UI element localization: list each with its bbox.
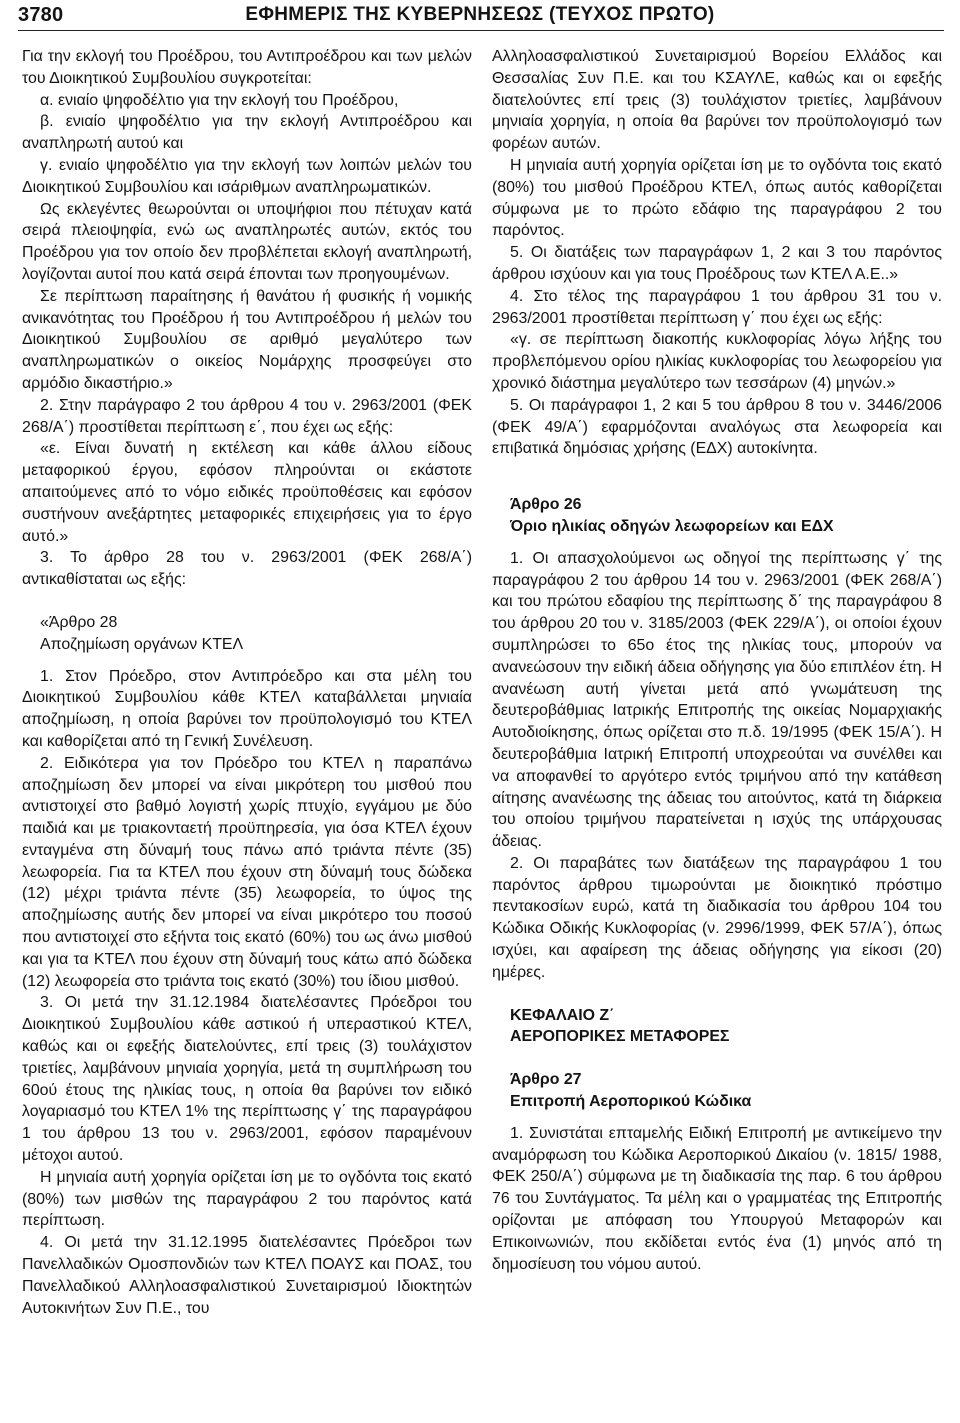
article-heading: Άρθρο 27 [510, 1071, 582, 1089]
paragraph: 5. Οι παράγραφοι 1, 2 και 5 του άρθρου 8 του ν. 3446/2006 (ΦΕΚ 49/Α΄) εφαρμόζονται αναλόγως στα λεωφορεία και επιβατικά δημόσιας χρήσης (ΕΔΧ) αυτοκίνητα. [492, 396, 942, 458]
page-number: 3780 [18, 4, 64, 26]
paragraph: 3. Το άρθρο 28 του ν. 2963/2001 (ΦΕΚ 268/Α΄) αντικαθίσταται ως εξής: [22, 549, 472, 589]
paragraph: Η μηνιαία αυτή χορηγία ορίζεται ίση με το ογδόντα τοις εκατό (80%) των μισθών της παραγράφου 2 του παρόντος κατά περίπτωση. [22, 1168, 472, 1230]
paragraph: Ως εκλεγέντες θεωρούνται οι υποψήφιοι που πέτυχαν κατά σειρά πλειοψηφία, ενώ ως αναπληρωτές αυτών, εκτός του Προέδρου για τον οποίο δεν προβλέπεται εκλογή αναπληρωτή, λογίζονται αυτοί που κατά σειρά έπονται των προηγουμένων. [22, 200, 472, 283]
left-column [22, 46, 472, 1319]
chapter-heading: ΚΕΦΑΛΑΙΟ Ζ΄ [510, 1006, 615, 1024]
list-item-c: γ. ενιαίο ψηφοδέλτιο για την εκλογή των λοιπών μελών του Διοικητικού Συμβουλίου και ισάριθμων αναπληρωματικών. [22, 156, 472, 196]
paragraph: 1. Συνιστάται επταμελής Ειδική Επιτροπή με αντικείμενο την αναμόρφωση του Κώδικα Αεροπορικού Δικαίου (ν. 1815/ 1988, ΦΕΚ 250/Α΄) σύμφωνα με τη διαδικασία της παρ. 6 του άρθρου 76 του Συντάγματος. Τα μέλη και ο γραμματέας της Επιτροπής ορίζονται με απόφαση του Υπουργού Μεταφορών και Επικοινωνιών, που εκδίδεται εντός ένα (1) μηνός από τη δημοσίευση του νόμου αυτού. [492, 1124, 942, 1273]
gazette-title: ΕΦΗΜΕΡΙΣ ΤΗΣ ΚΥΒΕΡΝΗΣΕΩΣ (ΤΕΥΧΟΣ ΠΡΩΤΟ) [245, 4, 715, 25]
paragraph: 2. Οι παραβάτες των διατάξεων της παραγράφου 1 του παρόντος άρθρου τιμωρούνται με διοικητικό πρόστιμο πεντακοσίων ευρώ, κατά τη διαδικασία του άρθρου 104 του Κώδικα Οδικής Κυκλοφορίας (ν. 2996/1999, ΦΕΚ 57/Α΄), όπως ισχύει, και αφαίρεση της άδειας οδήγησης για είκοσι (20) ημέρες. [492, 854, 942, 981]
paragraph: 2. Ειδικότερα για τον Πρόεδρο του ΚΤΕΛ η παραπάνω αποζημίωση δεν μπορεί να είναι μικρότερη του μισθού που αντιστοιχεί στο βαθμό λογιστή χωρίς πτυχίο, εγγάμου με δύο παιδιά και με τριακονταετή προϋπηρεσία, για όσα ΚΤΕΛ έχουν ενταγμένα στη δύναμή τους πάνω από τριάντα πέντε (35) λεωφορεία. Για τα ΚΤΕΛ που έχουν στη δύναμή τους δώδεκα (12) μέχρι τριάντα πέντε (35) λεωφορεία, το ύψος της αποζημίωσης αυτής δεν μπορεί να είναι μικρότερο του ποσού που αντιστοιχεί στο εξήντα τοις εκατό (60%) του ως άνω μισθού και για τα ΚΤΕΛ που έχουν στη δύναμή τους κάτω από δώδεκα (12) λεωφορεία στο τριάντα τοις εκατό (30%) του ίδιου μισθού. [22, 754, 472, 990]
list-item-b: β. ενιαίο ψηφοδέλτιο για την εκλογή Αντιπροέδρου και αναπληρωτή αυτού και [22, 113, 472, 153]
paragraph: 4. Στο τέλος της παραγράφου 1 του άρθρου 31 του ν. 2963/2001 προστίθεται περίπτωση γ΄ που έχει ως εξής: [492, 287, 942, 327]
article-title: Επιτροπή Αεροπορικού Κώδικα [510, 1093, 752, 1111]
paragraph-continued: Αλληλοασφαλιστικού Συνεταιρισμού Βορείου Ελλάδος και Θεσσαλίας Συν Π.Ε. και του ΚΣΑΥΛΕ, καθώς και οι εφεξής διατελούντες επί τρεις (3) τουλάχιστον τριετίες, λαμβάνουν μηνιαία χορηγία, η οποία θα βαρύνει τον προϋπολογισμό των φορέων αυτών. [492, 48, 942, 153]
article-heading: «Άρθρο 28 [40, 613, 118, 631]
article-title: Αποζημίωση οργάνων ΚΤΕΛ [40, 635, 244, 653]
article-heading: Άρθρο 26 [510, 496, 582, 514]
paragraph: «ε. Είναι δυνατή η εκτέλεση και κάθε άλλου είδους μεταφορικού έργου, εφόσον πληρούνται οι εκάστοτε απαιτούμενες από το νόμο ειδικές προϋποθέσεις και εφόσον συστήνουν ανεξάρτητες μεταφορικές επιχειρήσεις για το έργο αυτό.» [22, 440, 472, 545]
paragraph: 3. Οι μετά την 31.12.1984 διατελέσαντες Πρόεδροι του Διοικητικού Συμβουλίου κάθε αστικού ή υπεραστικού ΚΤΕΛ, καθώς και οι εφεξής διατελούντες, επί τρεις (3) τουλάχιστον τριετίες, λαμβάνουν μηνιαία χορηγία, μετά τη συμπλήρωση του 60ού έτους της ηλικίας τους, η οποία θα βαρύνει τον ειδικό λογαριασμό του ΚΤΕΛ 1% της περίπτωσης γ΄ της παραγράφου 1 του άρθρου 13 του ν. 2963/2001, εφόσον παραμένουν μέτοχοι αυτού. [22, 994, 472, 1165]
paragraph: 1. Στον Πρόεδρο, στον Αντιπρόεδρο και στα μέλη του Διοικητικού Συμβουλίου κάθε ΚΤΕΛ καταβάλλεται μηνιαία αποζημίωση, η οποία βαρύνει τον προϋπολογισμό του ΚΤΕΛ και καθορίζεται από τη Γενική Συνέλευση. [22, 667, 472, 750]
page-header [0, 0, 960, 34]
intro-paragraph: Για την εκλογή του Προέδρου, του Αντιπροέδρου και των μελών του Διοικητικού Συμβουλίου συγκροτείται: [22, 48, 472, 87]
right-column [492, 46, 942, 1275]
paragraph: 2. Στην παράγραφο 2 του άρθρου 4 του ν. 2963/2001 (ΦΕΚ 268/Α΄) προστίθεται περίπτωση ε΄, που έχει ως εξής: [22, 396, 472, 436]
paragraph: Η μηνιαία αυτή χορηγία ορίζεται ίση με το ογδόντα τοις εκατό (80%) του μισθού Προέδρου ΚΤΕΛ, όπως αυτός καθορίζεται σύμφωνα με το πρώτο εδάφιο της παραγράφου 2 του παρόντος. [492, 156, 942, 240]
paragraph: 1. Οι απασχολούμενοι ως οδηγοί της περίπτωσης γ΄ της παραγράφου 2 του άρθρου 14 του ν. 2963/2001 (ΦΕΚ 268/Α΄) και του πρώτου εδαφίου της περίπτωσης δ΄ της παραγράφου 8 του άρθρου 20 του ν. 3185/2003 (ΦΕΚ 229/Α΄), οι οποίοι έχουν συμπληρώσει το 65ο έτος της ηλικίας τους, μπορούν να ανανεώσουν την ειδική άδεια οδήγησης για δύο επιπλέον έτη. Η ανανέωση αυτή γίνεται μετά από γνωμάτευση της δευτεροβάθμιας Ιατρικής Επιτροπής της οικείας Νομαρχιακής Αυτοδιοίκησης, όπως ορίζεται στο π.δ. 19/1995 (ΦΕΚ 15/Α΄). Η δευτεροβάθμια Ιατρική Επιτροπή υποχρεούται να συνέλθει και να αποφανθεί το αργότερο εντός τριμήνου από την κατάθεση αίτησης ανανέωσης της άδειας του αιτούντος, κατά τη διάρκεια του οποίου τριμήνου παρατείνεται η ισχύς της υπάρχουσας άδειας. [492, 549, 942, 851]
paragraph: «γ. σε περίπτωση διακοπής κυκλοφορίας λόγω λήξης του προβλεπόμενου ορίου ηλικίας κυκλοφορίας του λεωφορείου για χρονικό διάστημα μεγαλύτερο των τεσσάρων (4) μηνών.» [492, 331, 942, 392]
paragraph: 5. Οι διατάξεις των παραγράφων 1, 2 και 3 του παρόντος άρθρου ισχύουν και για τους Προέδρους των ΚΤΕΛ Α.Ε..» [492, 244, 942, 283]
paragraph: 4. Οι μετά την 31.12.1995 διατελέσαντες Πρόεδροι των Πανελλαδικών Ομοσπονδιών των ΚΤΕΛ ΠΟΑΥΣ και ΠΟΑΣ, του Πανελλαδικού Αλληλοασφαλιστικού Συνεταιρισμού Ιδιοκτητών Αυτοκινήτων Συν Π.Ε., του [22, 1234, 472, 1317]
header-divider [18, 30, 944, 31]
list-item-a: α. ενιαίο ψηφοδέλτιο για την εκλογή του Προέδρου, [40, 91, 399, 109]
paragraph: Σε περίπτωση παραίτησης ή θανάτου ή φυσικής ή νομικής ανικανότητας του Προέδρου ή του Αντιπροέδρου ή μελών του Διοικητικού Συμβουλίου σε αριθμό μεγαλύτερο των αναπληρωματικών ο οικείος Νομάρχης προσφεύγει στο αρμόδιο δικαστήριο.» [22, 287, 472, 392]
article-title: Όριο ηλικίας οδηγών λεωφορείων και ΕΔΧ [510, 517, 834, 535]
chapter-title: ΑΕΡΟΠΟΡΙΚΕΣ ΜΕΤΑΦΟΡΕΣ [510, 1028, 730, 1046]
